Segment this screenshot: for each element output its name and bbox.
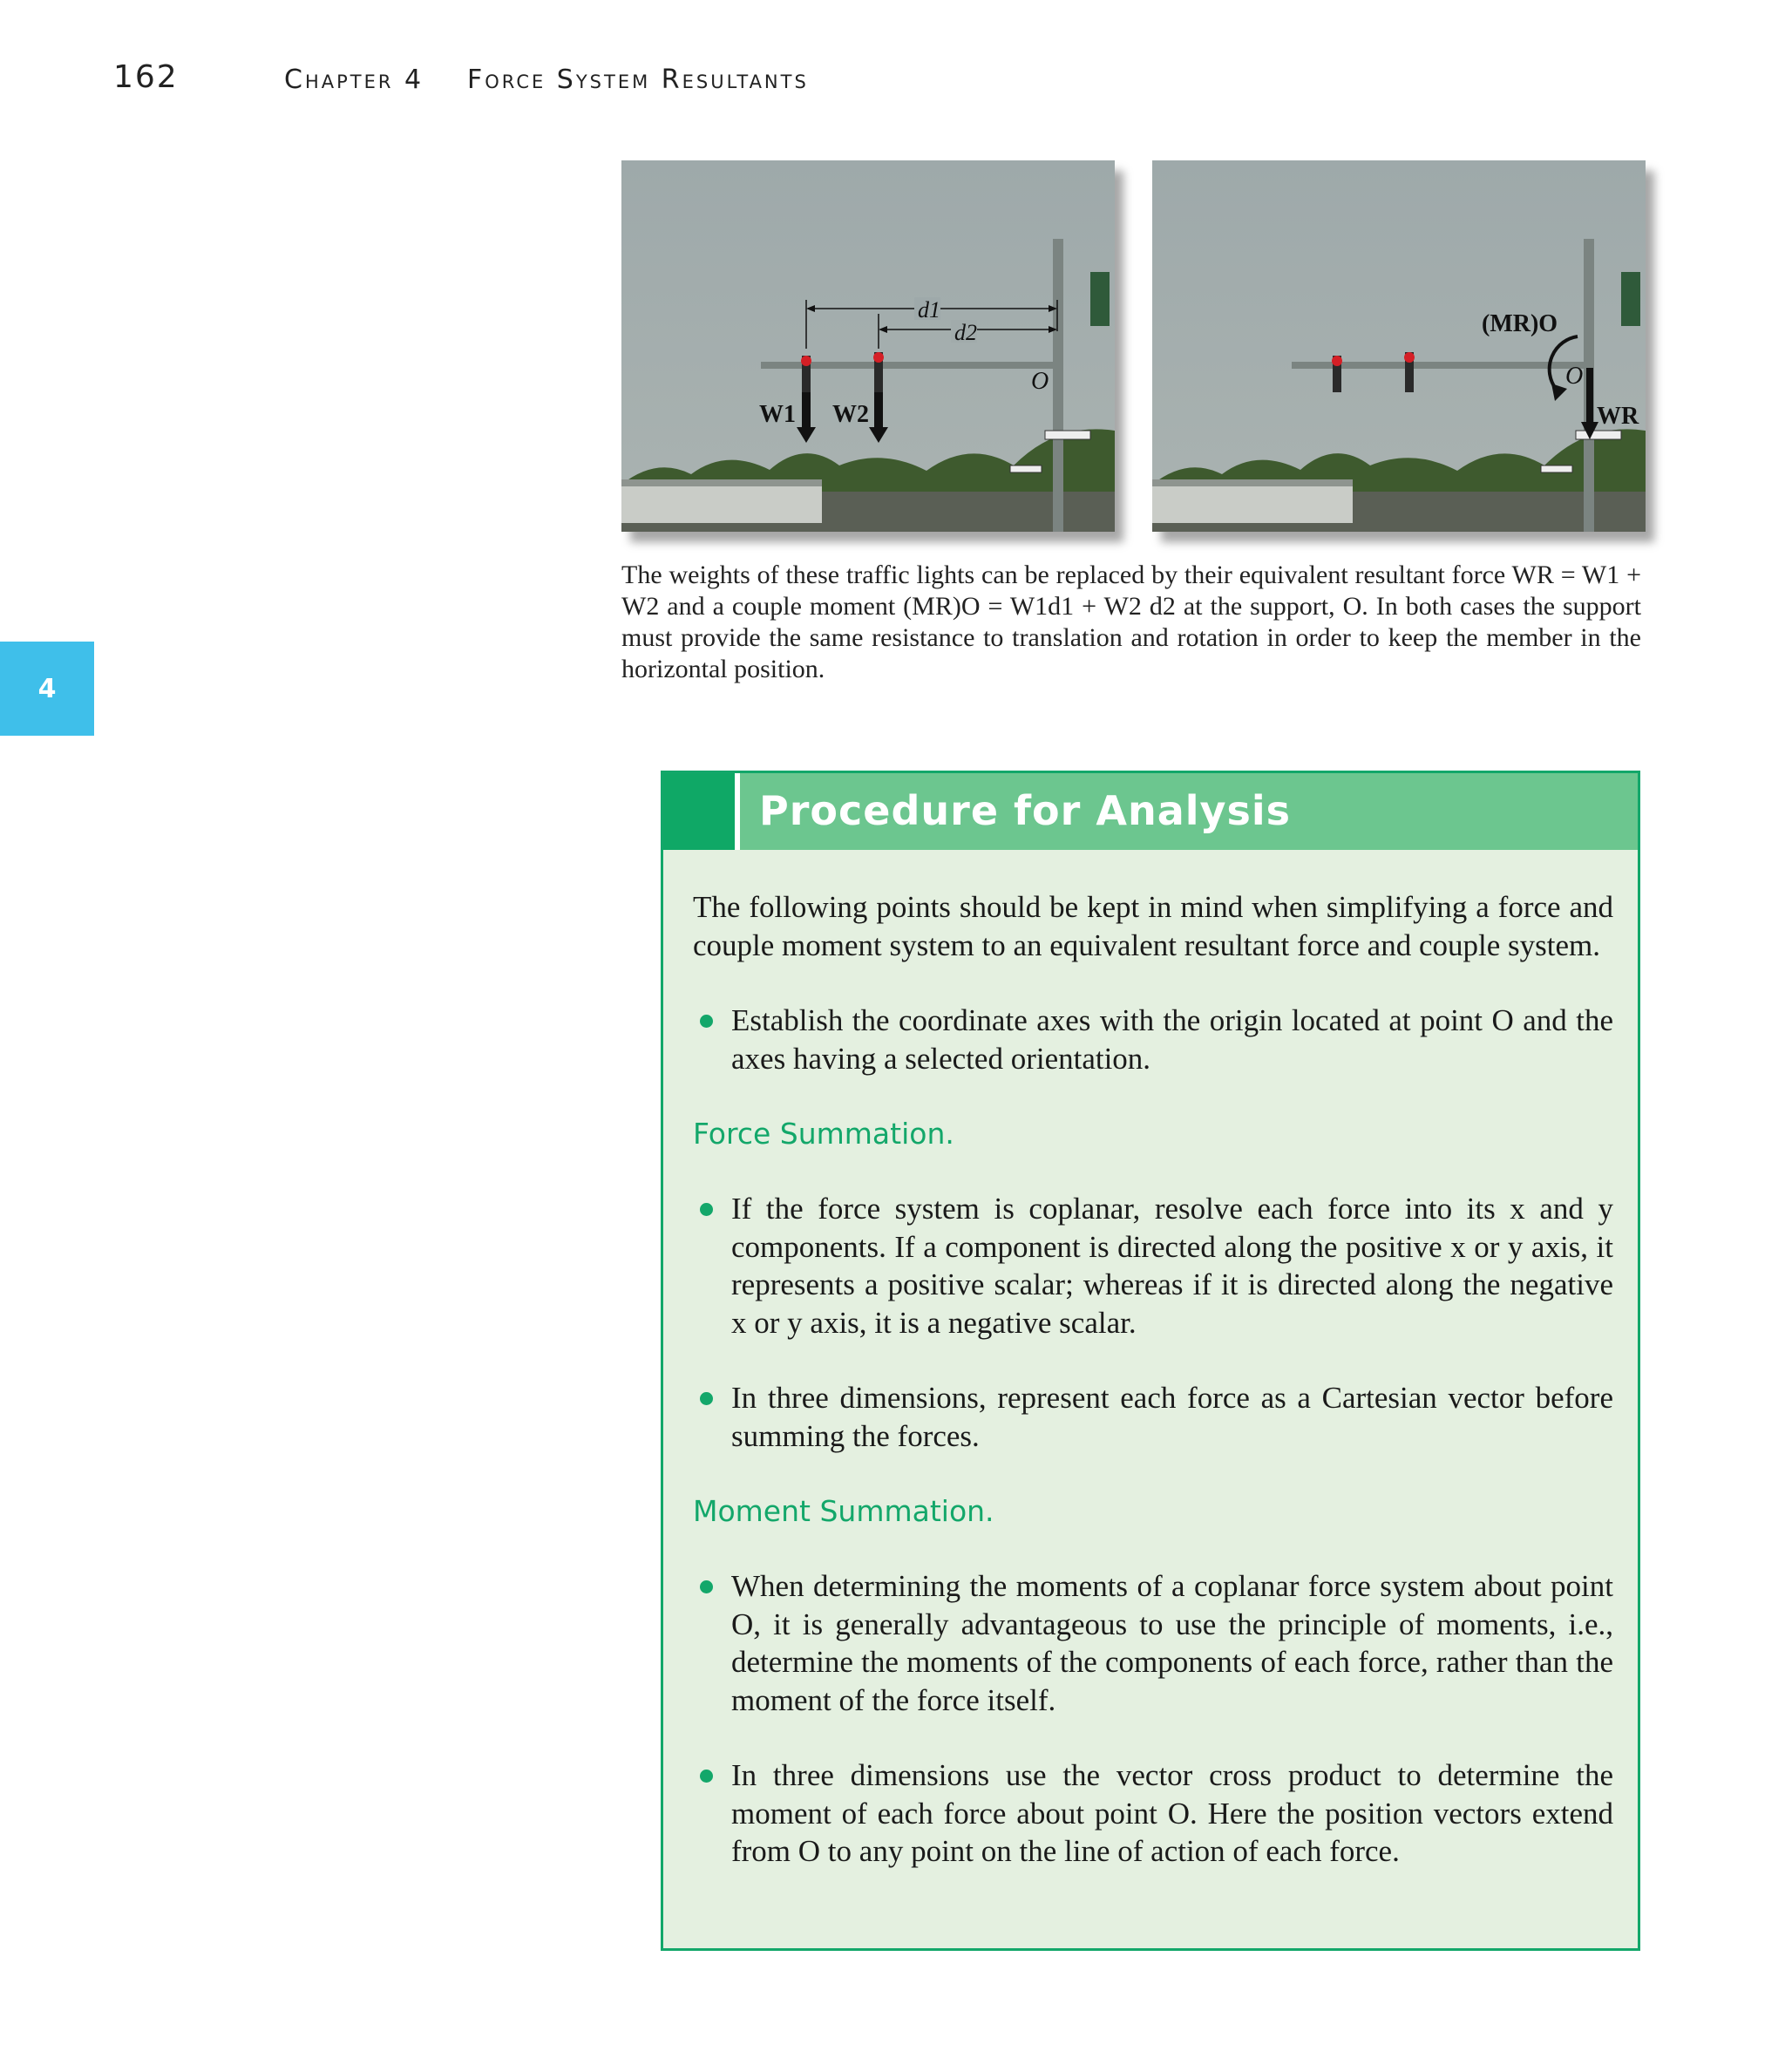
bullet-dot — [700, 1392, 713, 1405]
figure-caption-text: The weights of these traffic lights can be replaced by their equivalent resultant force WR = W1 + W2 and a couple moment (MR)O = W1d1 + W2 d2 at the support, O. In both cases the support must provide the same resistance to translation and rotation in order to keep the member in the horizontal position. — [621, 560, 1641, 683]
label-w1: W1 — [759, 401, 796, 428]
header-accent-block — [663, 773, 740, 850]
bullet-coplanar-moments-text: When determining the moments of a coplanar force system about point O, it is generally advantageous to use the principle of moments, i.e., determine the moments of the components of each force, rather than the moment of the force itself. — [731, 1569, 1613, 1717]
label-wr: WR — [1597, 403, 1639, 430]
chapter-title: Force System Resultants — [467, 65, 809, 95]
procedure-header — [663, 773, 1638, 850]
page-number: 162 — [113, 59, 179, 95]
label-w2: W2 — [832, 401, 869, 428]
figure-caption — [621, 560, 1641, 685]
bullet-3d-moments-text: In three dimensions use the vector cross product to determine the moment of each force about point O. Here the position vectors extend from O to any point on the line of action of each force. — [731, 1758, 1613, 1868]
force-summation-heading: Force Summation. — [693, 1117, 954, 1151]
bullet-axes — [693, 1002, 1613, 1077]
traffic-light-photo-forces — [621, 160, 1115, 532]
bullet-coplanar-forces-text: If the force system is coplanar, resolve each force into its x and y components. If a component is directed along the positive x or y axis, it represents a positive scalar; whereas if it is directed along the negative x or y axis, it is a negative scalar. — [731, 1192, 1613, 1340]
chapter-label: Chapter 4 — [284, 65, 424, 95]
moment-summation-heading: Moment Summation. — [693, 1494, 994, 1528]
bullet-3d-forces — [693, 1379, 1613, 1455]
chapter-tab-label: 4 — [37, 673, 57, 704]
procedure-intro: The following points should be kept in mind when simplifying a force and couple moment system to an equivalent resultant force and couple system. — [693, 890, 1613, 962]
traffic-light-photo-resultant — [1152, 160, 1646, 532]
procedure-title: Procedure for Analysis — [759, 787, 1292, 834]
bullet-3d-forces-text: In three dimensions, represent each force as a Cartesian vector before summing the forces. — [731, 1381, 1613, 1453]
label-d1: d1 — [918, 297, 940, 323]
procedure-box — [661, 771, 1640, 1951]
bullet-dot — [700, 1770, 713, 1783]
label-point-o: O — [1565, 363, 1584, 390]
label-point-o: O — [1031, 368, 1049, 395]
bullet-dot — [700, 1203, 713, 1216]
label-moment-mr: (MR)O — [1482, 310, 1558, 337]
bullet-coplanar-moments — [693, 1567, 1613, 1719]
bullet-3d-moments — [693, 1756, 1613, 1871]
bullet-axes-text: Establish the coordinate axes with the origin located at point O and the axes having a selected orientation. — [731, 1003, 1613, 1076]
bullet-coplanar-forces — [693, 1190, 1613, 1342]
label-d2: d2 — [954, 320, 977, 345]
bullet-dot — [700, 1015, 713, 1028]
procedure-body — [693, 888, 1613, 1908]
chapter-tab — [0, 642, 94, 736]
bullet-dot — [700, 1580, 713, 1593]
